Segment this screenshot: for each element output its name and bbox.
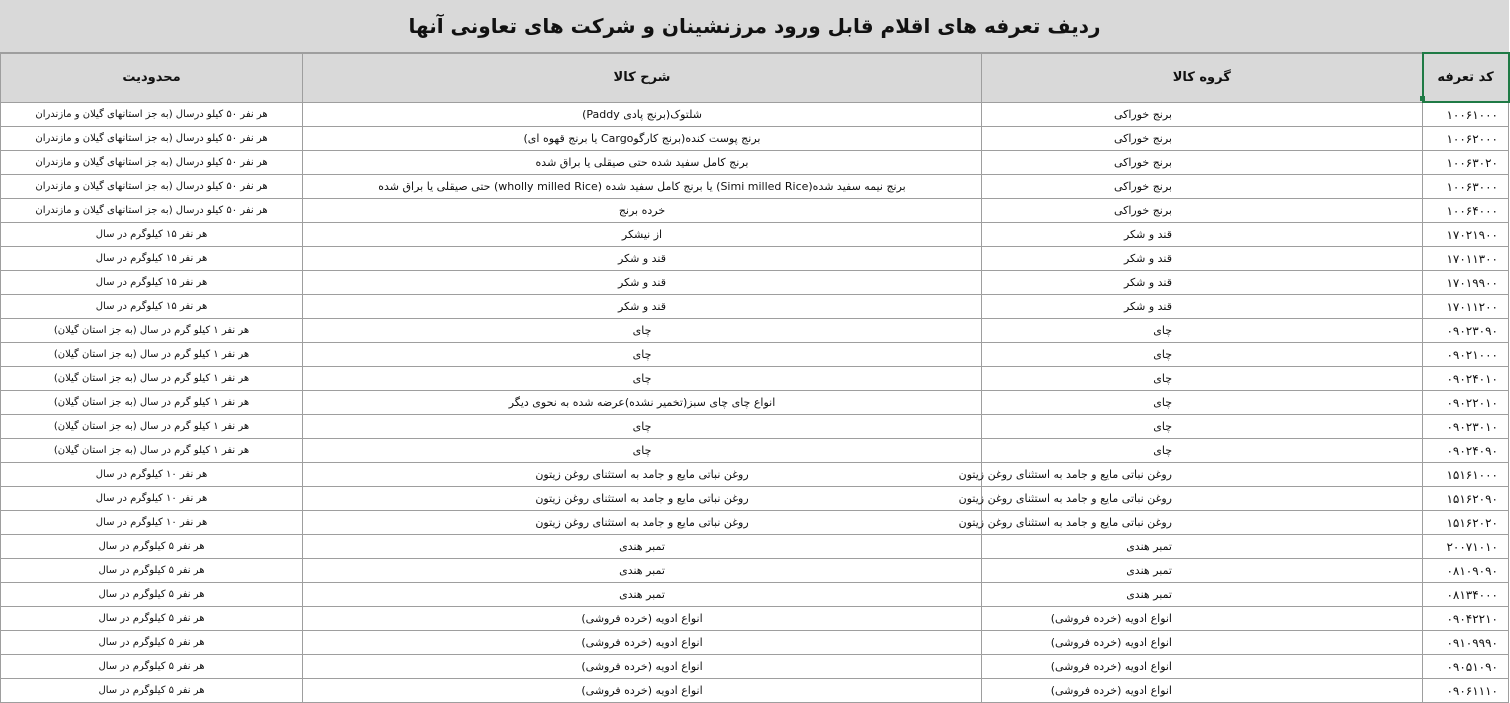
table-row bbox=[1, 199, 1509, 223]
cell-limit[interactable]: هر نفر ۱۵ کیلوگرم در سال bbox=[1, 295, 303, 319]
cell-product-group[interactable]: قند و شکر bbox=[982, 271, 1423, 295]
cell-tariff-code[interactable]: ۰۹۰۴۲۲۱۰ bbox=[1423, 607, 1509, 631]
table-row bbox=[1, 655, 1509, 679]
header-row bbox=[1, 53, 1509, 102]
cell-product-description[interactable]: چای bbox=[303, 319, 982, 343]
cell-tariff-code[interactable]: ۰۹۱۰۹۹۹۰ bbox=[1423, 631, 1509, 655]
cell-product-description[interactable]: تمبر هندی bbox=[303, 559, 982, 583]
cell-product-description[interactable]: روغن نباتی مایع و جامد به استثنای روغن زیتون bbox=[303, 511, 982, 535]
cell-product-description[interactable]: از نیشکر bbox=[303, 223, 982, 247]
cell-product-description[interactable]: چای bbox=[303, 367, 982, 391]
cell-product-group[interactable]: چای bbox=[982, 319, 1423, 343]
cell-limit[interactable]: هر نفر ۵۰ کیلو درسال (به جز استانهای گیلان و مازندران bbox=[1, 127, 303, 151]
cell-product-group[interactable]: انواع ادویه (خرده فروشی) bbox=[982, 631, 1423, 655]
table-row bbox=[1, 511, 1509, 535]
table-row bbox=[1, 391, 1509, 415]
header-product-group[interactable]: گروه کالا bbox=[982, 53, 1423, 102]
table-row bbox=[1, 439, 1509, 463]
cell-product-description[interactable]: قند و شکر bbox=[303, 295, 982, 319]
cell-product-group[interactable]: انواع ادویه (خرده فروشی) bbox=[982, 607, 1423, 631]
cell-product-group[interactable]: روغن نباتی مایع و جامد به استثنای روغن زیتون bbox=[982, 463, 1423, 487]
cell-product-description[interactable]: قند و شکر bbox=[303, 247, 982, 271]
cell-product-group[interactable]: تمبر هندی bbox=[982, 559, 1423, 583]
table-row bbox=[1, 367, 1509, 391]
cell-product-description[interactable]: برنج پوست کنده(برنج کارگوCargo یا برنج قهوه ای) bbox=[303, 127, 982, 151]
table-row bbox=[1, 607, 1509, 631]
cell-limit[interactable]: هر نفر ۱ کیلو گرم در سال (به جز استان گیلان) bbox=[1, 367, 303, 391]
cell-tariff-code[interactable]: ۱۵۱۶۱۰۰۰ bbox=[1423, 463, 1509, 487]
cell-product-group[interactable]: چای bbox=[982, 439, 1423, 463]
cell-tariff-code[interactable]: ۱۰۰۶۱۰۰۰ bbox=[1423, 102, 1509, 127]
cell-tariff-code[interactable]: ۱۰۰۶۲۰۰۰ bbox=[1423, 127, 1509, 151]
sheet-title: ردیف تعرفه های اقلام قابل ورود مرزنشینان و شرکت های تعاونی آنها bbox=[0, 0, 1509, 53]
cell-product-group[interactable]: قند و شکر bbox=[982, 247, 1423, 271]
table-row bbox=[1, 223, 1509, 247]
cell-limit[interactable]: هر نفر ۱۵ کیلوگرم در سال bbox=[1, 223, 303, 247]
header-product-description[interactable]: شرح کالا bbox=[303, 53, 982, 102]
table-row bbox=[1, 271, 1509, 295]
table-row bbox=[1, 583, 1509, 607]
cell-limit[interactable]: هر نفر ۱۰ کیلوگرم در سال bbox=[1, 463, 303, 487]
cell-product-group[interactable]: چای bbox=[982, 391, 1423, 415]
cell-product-group[interactable]: انواع ادویه (خرده فروشی) bbox=[982, 679, 1423, 703]
cell-tariff-code[interactable]: ۰۹۰۲۲۰۱۰ bbox=[1423, 391, 1509, 415]
table-row bbox=[1, 102, 1509, 127]
cell-tariff-code[interactable]: ۰۹۰۲۱۰۰۰ bbox=[1423, 343, 1509, 367]
cell-product-description[interactable]: تمبر هندی bbox=[303, 535, 982, 559]
cell-limit[interactable]: هر نفر ۵ کیلوگرم در سال bbox=[1, 679, 303, 703]
table-row bbox=[1, 463, 1509, 487]
cell-limit[interactable]: هر نفر ۵۰ کیلو درسال (به جز استانهای گیلان و مازندران bbox=[1, 199, 303, 223]
table-row bbox=[1, 679, 1509, 703]
cell-product-group[interactable]: روغن نباتی مایع و جامد به استثنای روغن زیتون bbox=[982, 511, 1423, 535]
cell-tariff-code[interactable]: ۰۸۱۳۴۰۰۰ bbox=[1423, 583, 1509, 607]
table-row bbox=[1, 559, 1509, 583]
cell-tariff-code[interactable]: ۱۰۰۶۴۰۰۰ bbox=[1423, 199, 1509, 223]
cell-limit[interactable]: هر نفر ۵ کیلوگرم در سال bbox=[1, 535, 303, 559]
table-row bbox=[1, 415, 1509, 439]
cell-product-description[interactable]: انواع ادویه (خرده فروشی) bbox=[303, 631, 982, 655]
cell-tariff-code[interactable]: ۱۷۰۱۹۹۰۰ bbox=[1423, 271, 1509, 295]
cell-product-description[interactable]: شلتوک(برنج پادی Paddy) bbox=[303, 102, 982, 127]
cell-product-group[interactable]: برنج خوراکی bbox=[982, 199, 1423, 223]
header-tariff-code[interactable]: کد تعرفه bbox=[1423, 53, 1509, 102]
cell-product-group[interactable]: قند و شکر bbox=[982, 223, 1423, 247]
cell-product-description[interactable]: برنج کامل سفید شده حتی صیقلی یا براق شده bbox=[303, 151, 982, 175]
cell-limit[interactable]: هر نفر ۱۵ کیلوگرم در سال bbox=[1, 247, 303, 271]
cell-product-group[interactable]: برنج خوراکی bbox=[982, 102, 1423, 127]
cell-tariff-code[interactable]: ۰۹۰۵۱۰۹۰ bbox=[1423, 655, 1509, 679]
selection-fill-handle[interactable] bbox=[1420, 96, 1425, 101]
table-row bbox=[1, 487, 1509, 511]
cell-tariff-code[interactable]: ۰۹۰۶۱۱۱۰ bbox=[1423, 679, 1509, 703]
cell-product-group[interactable]: قند و شکر bbox=[982, 295, 1423, 319]
cell-product-description[interactable]: قند و شکر bbox=[303, 271, 982, 295]
cell-limit[interactable]: هر نفر ۱۰ کیلوگرم در سال bbox=[1, 511, 303, 535]
cell-product-description[interactable]: روغن نباتی مایع و جامد به استثنای روغن زیتون bbox=[303, 463, 982, 487]
cell-limit[interactable]: هر نفر ۵ کیلوگرم در سال bbox=[1, 631, 303, 655]
cell-limit[interactable]: هر نفر ۵ کیلوگرم در سال bbox=[1, 583, 303, 607]
tariff-table bbox=[0, 52, 1510, 703]
cell-product-description[interactable]: چای bbox=[303, 343, 982, 367]
cell-limit[interactable]: هر نفر ۵۰ کیلو درسال (به جز استانهای گیلان و مازندران bbox=[1, 175, 303, 199]
table-row bbox=[1, 151, 1509, 175]
table-row bbox=[1, 343, 1509, 367]
cell-product-description[interactable]: چای bbox=[303, 439, 982, 463]
table-row bbox=[1, 631, 1509, 655]
cell-tariff-code[interactable]: ۰۹۰۲۴۰۹۰ bbox=[1423, 439, 1509, 463]
cell-tariff-code[interactable]: ۱۵۱۶۲۰۹۰ bbox=[1423, 487, 1509, 511]
cell-tariff-code[interactable]: ۰۹۰۲۳۰۱۰ bbox=[1423, 415, 1509, 439]
cell-limit[interactable]: هر نفر ۱۰ کیلوگرم در سال bbox=[1, 487, 303, 511]
cell-product-group[interactable]: برنج خوراکی bbox=[982, 175, 1423, 199]
cell-tariff-code[interactable]: ۰۸۱۰۹۰۹۰ bbox=[1423, 559, 1509, 583]
cell-tariff-code[interactable]: ۱۰۰۶۳۰۲۰ bbox=[1423, 151, 1509, 175]
cell-tariff-code[interactable]: ۱۷۰۲۱۹۰۰ bbox=[1423, 223, 1509, 247]
cell-limit[interactable]: هر نفر ۱ کیلو گرم در سال (به جز استان گیلان) bbox=[1, 415, 303, 439]
cell-product-group[interactable]: تمبر هندی bbox=[982, 535, 1423, 559]
cell-product-description[interactable]: خرده برنج bbox=[303, 199, 982, 223]
cell-product-description[interactable]: روغن نباتی مایع و جامد به استثنای روغن زیتون bbox=[303, 487, 982, 511]
table-row bbox=[1, 295, 1509, 319]
cell-product-group[interactable]: برنج خوراکی bbox=[982, 127, 1423, 151]
cell-product-group[interactable]: چای bbox=[982, 343, 1423, 367]
cell-product-group[interactable]: برنج خوراکی bbox=[982, 151, 1423, 175]
cell-product-group[interactable]: چای bbox=[982, 415, 1423, 439]
table-row bbox=[1, 247, 1509, 271]
cell-product-description[interactable]: چای bbox=[303, 415, 982, 439]
cell-limit[interactable]: هر نفر ۱ کیلو گرم در سال (به جز استان گیلان) bbox=[1, 391, 303, 415]
cell-tariff-code[interactable]: ۲۰۰۷۱۰۱۰ bbox=[1423, 535, 1509, 559]
cell-tariff-code[interactable]: ۰۹۰۲۴۰۱۰ bbox=[1423, 367, 1509, 391]
header-limit[interactable]: محدودیت bbox=[1, 53, 303, 102]
cell-limit[interactable]: هر نفر ۵ کیلوگرم در سال bbox=[1, 655, 303, 679]
cell-tariff-code[interactable]: ۰۹۰۲۳۰۹۰ bbox=[1423, 319, 1509, 343]
table-row bbox=[1, 175, 1509, 199]
cell-tariff-code[interactable]: ۱۷۰۱۱۳۰۰ bbox=[1423, 247, 1509, 271]
cell-limit[interactable]: هر نفر ۵ کیلوگرم در سال bbox=[1, 559, 303, 583]
cell-product-description[interactable]: انواع ادویه (خرده فروشی) bbox=[303, 607, 982, 631]
cell-limit[interactable]: هر نفر ۱ کیلو گرم در سال (به جز استان گیلان) bbox=[1, 439, 303, 463]
table-row bbox=[1, 127, 1509, 151]
cell-product-description[interactable]: انواع ادویه (خرده فروشی) bbox=[303, 655, 982, 679]
cell-product-description[interactable]: انواع ادویه (خرده فروشی) bbox=[303, 679, 982, 703]
cell-product-description[interactable]: انواع چای چای سبز(تخمیر نشده)عرضه شده به نحوی دیگر bbox=[303, 391, 982, 415]
cell-limit[interactable]: هر نفر ۱۵ کیلوگرم در سال bbox=[1, 271, 303, 295]
cell-limit[interactable]: هر نفر ۵ کیلوگرم در سال bbox=[1, 607, 303, 631]
cell-product-group[interactable]: روغن نباتی مایع و جامد به استثنای روغن زیتون bbox=[982, 487, 1423, 511]
cell-limit[interactable]: هر نفر ۵۰ کیلو درسال (به جز استانهای گیلان و مازندران bbox=[1, 151, 303, 175]
cell-product-description[interactable]: تمبر هندی bbox=[303, 583, 982, 607]
cell-product-group[interactable]: چای bbox=[982, 367, 1423, 391]
cell-tariff-code[interactable]: ۱۷۰۱۱۲۰۰ bbox=[1423, 295, 1509, 319]
cell-product-group[interactable]: انواع ادویه (خرده فروشی) bbox=[982, 655, 1423, 679]
cell-tariff-code[interactable]: ۱۰۰۶۳۰۰۰ bbox=[1423, 175, 1509, 199]
cell-product-description[interactable]: برنج نیمه سفید شده(Simi milled Rice) یا برنج کامل سفید شده (wholly milled Rice) حتی صیقلی یا براق شده bbox=[303, 175, 982, 199]
cell-tariff-code[interactable]: ۱۵۱۶۲۰۲۰ bbox=[1423, 511, 1509, 535]
table-row bbox=[1, 535, 1509, 559]
cell-limit[interactable]: هر نفر ۵۰ کیلو درسال (به جز استانهای گیلان و مازندران bbox=[1, 102, 303, 127]
cell-limit[interactable]: هر نفر ۱ کیلو گرم در سال (به جز استان گیلان) bbox=[1, 343, 303, 367]
cell-product-group[interactable]: تمبر هندی bbox=[982, 583, 1423, 607]
table-row bbox=[1, 319, 1509, 343]
cell-limit[interactable]: هر نفر ۱ کیلو گرم در سال (به جز استان گیلان) bbox=[1, 319, 303, 343]
